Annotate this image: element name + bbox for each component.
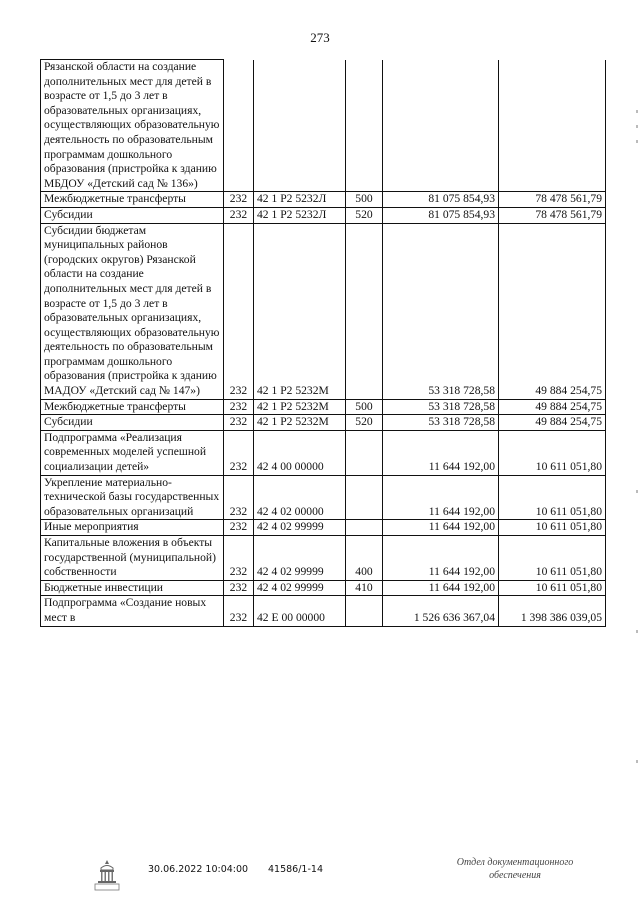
row-code: 232 <box>224 192 254 208</box>
row-kind: 520 <box>346 415 383 431</box>
table-row <box>41 415 606 431</box>
row-amount-2: 49 884 254,75 <box>499 415 606 431</box>
row-kind <box>346 596 383 626</box>
row-name: Межбюджетные трансферты <box>41 192 224 208</box>
row-name: Иные мероприятия <box>41 520 224 536</box>
row-amount-1: 53 318 728,58 <box>383 223 499 399</box>
row-target: 42 4 02 99999 <box>254 536 346 581</box>
row-amount-1: 81 075 854,93 <box>383 207 499 223</box>
row-amount-2: 10 611 051,80 <box>499 580 606 596</box>
row-name: Межбюджетные трансферты <box>41 399 224 415</box>
table-row <box>41 475 606 520</box>
row-target: 42 E 00 00000 <box>254 596 346 626</box>
row-code: 232 <box>224 580 254 596</box>
row-name: Субсидии <box>41 415 224 431</box>
row-kind <box>346 520 383 536</box>
row-amount-1: 81 075 854,93 <box>383 192 499 208</box>
row-amount-1: 1 526 636 367,04 <box>383 596 499 626</box>
row-name: Укрепление материально-технической базы государственных образовательных организаций <box>41 475 224 520</box>
table-row <box>41 399 606 415</box>
table-row <box>41 430 606 475</box>
row-name: Рязанской области на создание дополнительных мест для детей в возрасте от 1,5 до 3 лет в образовательных организациях, осуществляющих образовательную деятельность по образовательным программам дошкольного образования (пристройка к зданию МБДОУ «Детский сад № 136») <box>41 60 224 192</box>
row-code: 232 <box>224 223 254 399</box>
row-amount-2: 10 611 051,80 <box>499 520 606 536</box>
budget-table <box>40 59 606 627</box>
footer-department <box>430 856 600 882</box>
row-kind <box>346 430 383 475</box>
row-amount-1: 53 318 728,58 <box>383 399 499 415</box>
row-code: 232 <box>224 399 254 415</box>
row-amount-1: 11 644 192,00 <box>383 520 499 536</box>
row-code: 232 <box>224 536 254 581</box>
row-target: 42 4 02 99999 <box>254 580 346 596</box>
row-amount-1: 53 318 728,58 <box>383 415 499 431</box>
footer-date: 30.06.2022 10:04:00 <box>148 864 249 875</box>
row-name: Подпрограмма «Реализация современных моделей успешной социализации детей» <box>41 430 224 475</box>
table-row <box>41 207 606 223</box>
row-amount-2 <box>499 60 606 192</box>
row-amount-1: 11 644 192,00 <box>383 580 499 596</box>
table-row <box>41 192 606 208</box>
row-target: 42 4 00 00000 <box>254 430 346 475</box>
table-row <box>41 596 606 626</box>
row-target: 42 4 02 00000 <box>254 475 346 520</box>
row-code: 232 <box>224 430 254 475</box>
row-kind: 520 <box>346 207 383 223</box>
footer-department-line-1: Отдел документационного <box>456 857 574 868</box>
row-amount-1: 11 644 192,00 <box>383 430 499 475</box>
row-name: Субсидии бюджетам муниципальных районов (городских округов) Рязанской области на создание дополнительных мест для детей в возрасте от 1,5 до 3 лет в образовательных организациях, осуществляющих образовательную деятельность по образовательным программам дошкольного образования (пристройка к зданию МАДОУ «Детский сад № 147») <box>41 223 224 399</box>
row-target: 42 1 P2 5232Л <box>254 192 346 208</box>
row-kind: 500 <box>346 399 383 415</box>
row-kind: 410 <box>346 580 383 596</box>
row-kind <box>346 60 383 192</box>
row-kind <box>346 475 383 520</box>
table-row <box>41 580 606 596</box>
row-kind <box>346 223 383 399</box>
row-target: 42 1 P2 5232M <box>254 415 346 431</box>
row-amount-2: 1 398 386 039,05 <box>499 596 606 626</box>
table-row <box>41 223 606 399</box>
row-target: 42 4 02 99999 <box>254 520 346 536</box>
row-kind: 400 <box>346 536 383 581</box>
row-name: Субсидии <box>41 207 224 223</box>
footer-department-line-2: обеспечения <box>489 870 541 881</box>
row-code: 232 <box>224 596 254 626</box>
row-amount-2: 10 611 051,80 <box>499 430 606 475</box>
duma-emblem-icon <box>92 858 122 892</box>
row-amount-1 <box>383 60 499 192</box>
scan-margin-marks <box>634 70 638 850</box>
row-amount-2: 49 884 254,75 <box>499 399 606 415</box>
footer-doc-number: 41586/1-14 <box>268 864 323 875</box>
row-amount-2: 78 478 561,79 <box>499 207 606 223</box>
row-amount-2: 10 611 051,80 <box>499 536 606 581</box>
row-code: 232 <box>224 520 254 536</box>
row-target <box>254 60 346 192</box>
row-kind: 500 <box>346 192 383 208</box>
row-amount-1: 11 644 192,00 <box>383 536 499 581</box>
document-footer <box>0 856 640 896</box>
row-code: 232 <box>224 475 254 520</box>
row-code <box>224 60 254 192</box>
table-row <box>41 520 606 536</box>
row-name: Бюджетные инвестиции <box>41 580 224 596</box>
table-row <box>41 60 606 192</box>
row-name: Капитальные вложения в объекты государственной (муниципальной) собственности <box>41 536 224 581</box>
row-target: 42 1 P2 5232M <box>254 399 346 415</box>
row-code: 232 <box>224 415 254 431</box>
row-target: 42 1 P2 5232Л <box>254 207 346 223</box>
row-amount-1: 11 644 192,00 <box>383 475 499 520</box>
page-number: 273 <box>310 30 330 45</box>
row-amount-2: 78 478 561,79 <box>499 192 606 208</box>
row-code: 232 <box>224 207 254 223</box>
row-target: 42 1 P2 5232M <box>254 223 346 399</box>
row-amount-2: 10 611 051,80 <box>499 475 606 520</box>
row-amount-2: 49 884 254,75 <box>499 223 606 399</box>
row-name: Подпрограмма «Создание новых мест в <box>41 596 224 626</box>
table-row <box>41 536 606 581</box>
